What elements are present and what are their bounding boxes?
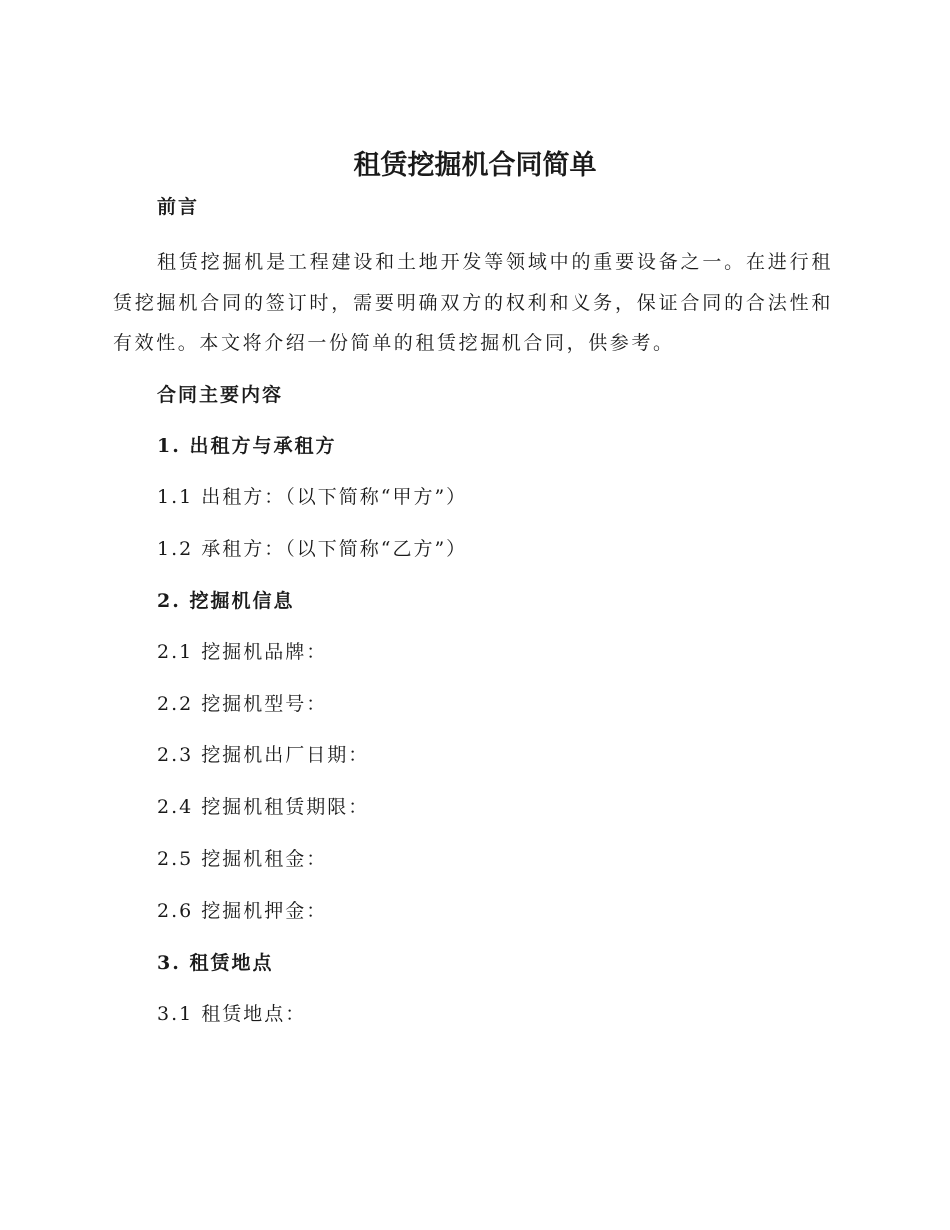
- clause-2-5: 2.5 挖掘机租金：: [157, 848, 328, 870]
- document-title: 租赁挖掘机合同简单: [353, 150, 597, 181]
- clause-2-2: 2.2 挖掘机型号：: [157, 693, 328, 715]
- section-heading-3: 3. 租赁地点: [157, 952, 274, 974]
- clause-2-3: 2.3 挖掘机出厂日期：: [157, 744, 370, 766]
- clause-1-2: 1.2 承租方：（以下简称“乙方”）: [157, 538, 468, 560]
- clause-2-1: 2.1 挖掘机品牌：: [157, 641, 328, 663]
- preface-paragraph: 租赁挖掘机是工程建设和土地开发等领域中的重要设备之一。在进行租赁挖掘机合同的签订时，需要明确双方的权利和义务，保证合同的合法性和有效性。本文将介绍一份简单的租赁挖掘机合同，供参考。: [113, 251, 833, 354]
- main-content-heading: 合同主要内容: [157, 384, 284, 406]
- clause-2-4: 2.4 挖掘机租赁期限：: [157, 796, 370, 818]
- section-heading-1: 1. 出租方与承租方: [157, 435, 337, 457]
- section-heading-2: 2. 挖掘机信息: [157, 590, 295, 612]
- preface-heading: 前言: [157, 196, 200, 218]
- clause-2-6: 2.6 挖掘机押金：: [157, 900, 328, 922]
- clause-1-1: 1.1 出租方：（以下简称“甲方”）: [157, 486, 468, 508]
- clause-3-1: 3.1 租赁地点：: [157, 1003, 307, 1025]
